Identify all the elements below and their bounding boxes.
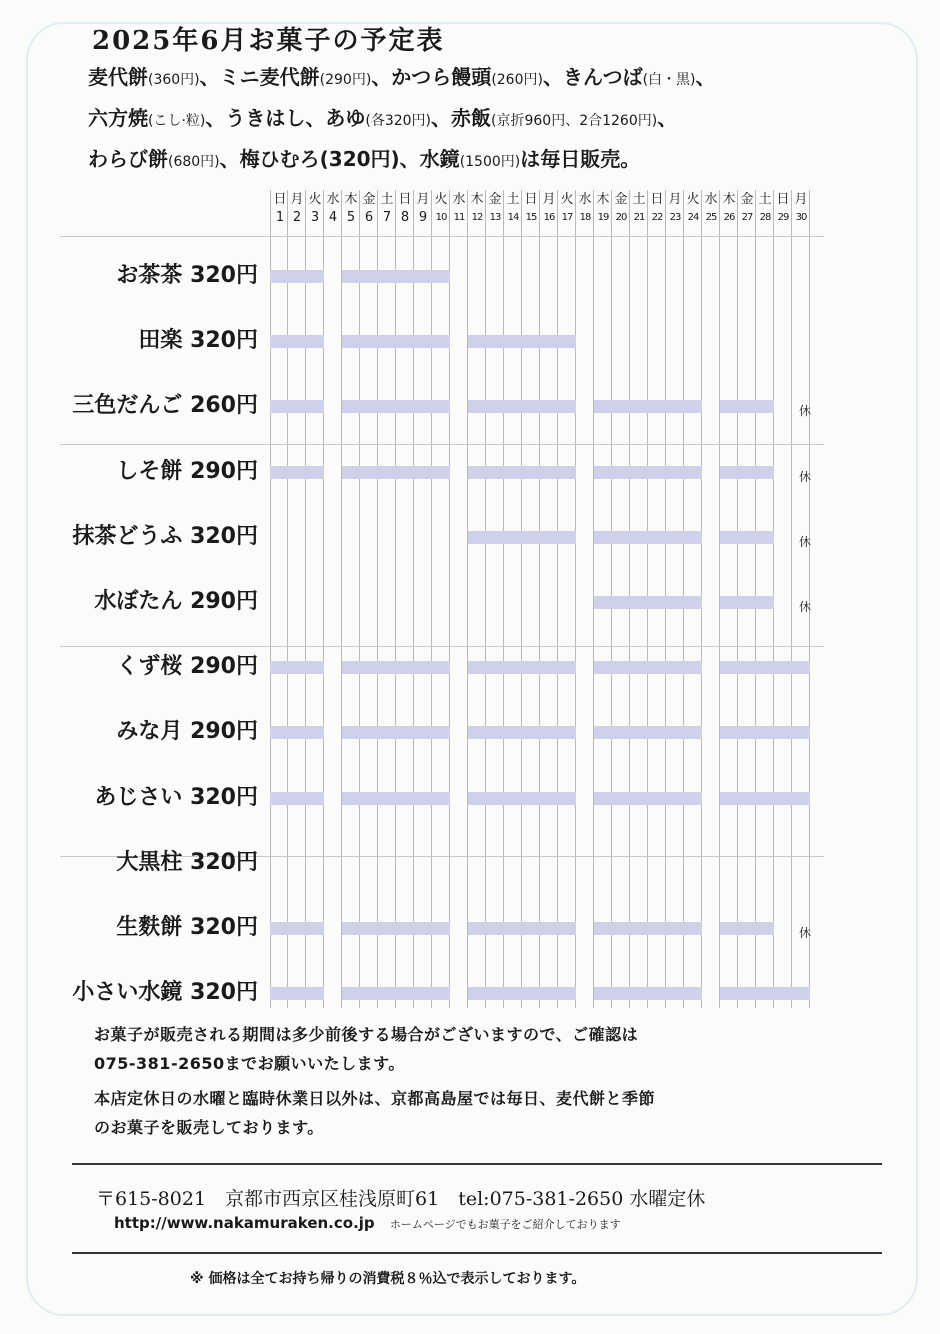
website-link[interactable]: http://www.nakamuraken.co.jp: [114, 1214, 375, 1232]
day-number: 15: [525, 212, 537, 223]
weekday-label: 月: [290, 192, 304, 207]
item-label: 生麩餅 320円: [116, 915, 258, 940]
day-column: [360, 190, 378, 1008]
sale-period-bar: [468, 726, 576, 739]
sale-period-bar: [468, 661, 576, 674]
day-number: 14: [507, 212, 519, 223]
item-label: みな月 290円: [116, 719, 258, 745]
sale-period-bar: [720, 661, 810, 674]
notes: [94, 1020, 864, 1148]
sale-period-bar: [720, 987, 810, 1000]
sale-period-bar: [342, 987, 450, 1000]
day-number: 23: [669, 212, 681, 223]
sale-period-bar: [342, 661, 450, 674]
weekday-label: 日: [273, 192, 287, 207]
sale-period-bar: [594, 922, 702, 935]
day-column: [414, 190, 432, 1008]
day-number: 4: [328, 210, 338, 225]
day-number: 28: [759, 212, 771, 223]
day-column: [774, 190, 792, 1008]
daily-text: (290円): [319, 72, 372, 88]
weekday-label: 日: [776, 192, 790, 207]
weekday-label: 水: [452, 192, 466, 207]
day-number: 19: [597, 212, 609, 223]
sale-period-bar: [270, 270, 324, 283]
day-number: 17: [561, 212, 573, 223]
sale-period-bar: [720, 596, 774, 609]
day-number: 8: [400, 210, 410, 225]
sale-period-bar: [342, 270, 450, 283]
sale-period-bar: [270, 792, 324, 805]
sale-period-bar: [468, 466, 576, 479]
day-column: [288, 190, 306, 1008]
weekday-label: 月: [794, 192, 808, 207]
day-number: 2: [292, 210, 302, 225]
sale-period-bar: [720, 726, 810, 739]
day-column: [558, 190, 576, 1008]
day-number: 5: [346, 210, 356, 225]
day-number: 13: [489, 212, 501, 223]
sale-period-bar: [270, 400, 324, 413]
closed-mark: 休: [798, 600, 811, 614]
day-number: 20: [615, 212, 627, 223]
weekday-label: 木: [470, 192, 484, 207]
sale-period-bar: [468, 335, 576, 348]
group-separator: [60, 444, 824, 445]
daily-text: (京折960円、2合1260円): [491, 113, 658, 129]
weekday-label: 水: [326, 192, 340, 207]
day-number: 21: [633, 212, 645, 223]
day-column: [396, 190, 414, 1008]
daily-text: (360円): [148, 72, 200, 88]
day-number: 10: [435, 212, 447, 223]
day-column: [576, 190, 594, 1008]
day-number: 3: [310, 210, 320, 225]
day-column: [504, 190, 522, 1008]
sale-period-bar: [594, 596, 702, 609]
sale-period-bar: [720, 400, 774, 413]
day-column: [540, 190, 558, 1008]
group-separator: [60, 236, 824, 237]
weekday-label: 金: [362, 192, 376, 207]
daily-text: 、きんつば: [542, 65, 643, 89]
day-number: 1: [275, 210, 285, 225]
day-column: [702, 190, 720, 1008]
day-column: [324, 190, 342, 1008]
day-number: 30: [795, 212, 807, 223]
daily-text: 、梅ひむろ(320円)、水鏡: [219, 147, 460, 171]
weekday-label: 日: [524, 192, 538, 207]
weekday-label: 金: [740, 192, 754, 207]
weekday-label: 水: [578, 192, 592, 207]
day-column: [378, 190, 396, 1008]
sale-period-bar: [468, 531, 576, 544]
weekday-label: 金: [614, 192, 628, 207]
day-number: 11: [453, 212, 465, 223]
daily-text: (各320円): [365, 113, 432, 129]
sale-period-bar: [342, 466, 450, 479]
weekday-label: 木: [596, 192, 610, 207]
day-number: 12: [471, 212, 483, 223]
weekday-label: 水: [704, 192, 718, 207]
item-label: 水ぼたん 290円: [94, 589, 258, 614]
item-label: 大黒柱 320円: [116, 849, 258, 875]
sale-period-bar: [468, 400, 576, 413]
daily-text: は毎日販売。: [520, 147, 641, 171]
day-number: 16: [543, 212, 555, 223]
day-number: 22: [651, 212, 663, 223]
sale-period-bar: [594, 987, 702, 1000]
weekday-label: 金: [488, 192, 502, 207]
weekday-label: 日: [398, 192, 412, 207]
weekday-label: 火: [686, 192, 700, 207]
sale-period-bar: [342, 726, 450, 739]
sale-period-bar: [594, 466, 702, 479]
weekday-label: 月: [668, 192, 682, 207]
sale-period-bar: [342, 922, 450, 935]
sale-period-bar: [342, 792, 450, 805]
weekday-label: 火: [434, 192, 448, 207]
item-label: くず桜 290円: [116, 654, 258, 680]
weekday-label: 木: [722, 192, 736, 207]
daily-text: 、うきはし、あゆ: [205, 106, 366, 130]
day-number: 6: [364, 210, 374, 225]
note-line: 075-381-2650までお願いいたします。: [94, 1054, 405, 1073]
sale-period-bar: [468, 922, 576, 935]
sale-period-bar: [720, 922, 774, 935]
day-number: 29: [777, 212, 789, 223]
day-number: 24: [687, 212, 699, 223]
sale-period-bar: [720, 466, 774, 479]
day-number: 9: [418, 210, 428, 225]
closed-mark: 休: [798, 534, 811, 549]
sale-period-bar: [594, 531, 702, 544]
sale-period-bar: [720, 531, 774, 544]
day-number: 18: [579, 212, 591, 223]
day-column: [486, 190, 504, 1008]
daily-text: 麦代餅: [88, 65, 148, 89]
sale-period-bar: [720, 792, 810, 805]
daily-text: (白・黒): [642, 72, 696, 88]
weekday-label: 土: [506, 192, 520, 207]
sale-period-bar: [594, 400, 702, 413]
weekday-label: 土: [758, 192, 772, 207]
shop-address: 〒615-8021 京都市西京区桂浅原町61 tel:075-381-2650 水曜定休: [96, 1188, 706, 1210]
daily-text: 、ミニ麦代餅: [199, 65, 320, 89]
sale-period-bar: [270, 726, 324, 739]
item-label: 田楽 320円: [138, 328, 258, 354]
day-column: [342, 190, 360, 1008]
item-label: お茶茶 320円: [116, 263, 258, 288]
divider: [72, 1252, 882, 1254]
day-number: 7: [382, 210, 392, 225]
day-number: 26: [723, 212, 735, 223]
daily-text: (こし·粒): [148, 113, 206, 129]
divider: [72, 1163, 882, 1165]
daily-text: (260円): [491, 72, 543, 88]
sale-period-bar: [468, 792, 576, 805]
daily-text: わらび餅: [88, 147, 168, 171]
note-line: のお菓子を販売しております。: [94, 1118, 324, 1137]
weekday-label: 土: [380, 192, 394, 207]
daily-text: 、: [695, 65, 716, 89]
day-column: [522, 190, 540, 1008]
daily-text: (1500円): [459, 154, 521, 170]
sale-period-bar: [270, 987, 324, 1000]
weekday-label: 月: [542, 192, 556, 207]
item-label: 三色だんご 260円: [72, 393, 258, 419]
item-label: 抹茶どうふ 320円: [72, 523, 258, 549]
closed-mark: 休: [798, 926, 811, 940]
weekday-label: 月: [416, 192, 430, 207]
item-label: 小さい水鏡 320円: [72, 980, 258, 1006]
sale-period-bar: [594, 792, 702, 805]
weekday-label: 土: [632, 192, 646, 207]
sale-period-bar: [342, 400, 450, 413]
daily-text: 、: [657, 106, 678, 130]
website-note: ホームページでもお菓子をご紹介しております: [389, 1218, 621, 1231]
group-separator: [60, 646, 824, 647]
closed-mark: 休: [798, 469, 811, 484]
day-column: [468, 190, 486, 1008]
item-label: あじさい 320円: [94, 784, 258, 810]
weekday-label: 火: [560, 192, 574, 207]
note-line: 本店定休日の水曜と臨時休業日以外は、京都高島屋では毎日、麦代餅と季節: [94, 1089, 656, 1108]
sale-period-bar: [342, 335, 450, 348]
day-column: [432, 190, 450, 1008]
weekday-label: 木: [344, 192, 358, 207]
weekday-label: 火: [308, 192, 322, 207]
day-number: 27: [741, 212, 753, 223]
daily-text: 、赤飯: [431, 106, 492, 130]
page-title: 2025年6月お菓子の予定表: [92, 26, 445, 56]
tax-note: ※ 価格は全てお持ち帰りの消費税８％込で表示しております。: [190, 1271, 586, 1287]
sale-period-bar: [270, 335, 324, 348]
daily-text: 六方焼: [88, 106, 148, 130]
note-line: お菓子が販売される期間は多少前後する場合がございますので、ご確認は: [94, 1025, 639, 1044]
closed-mark: 休: [798, 404, 811, 419]
daily-text: 、かつら饅頭: [371, 65, 492, 89]
sale-period-bar: [270, 661, 324, 674]
sale-period-bar: [594, 726, 702, 739]
website: [114, 1214, 621, 1232]
sale-period-bar: [270, 466, 324, 479]
item-label: しそ餅 290円: [116, 458, 258, 484]
daily-text: (680円): [168, 154, 220, 170]
day-column: [270, 190, 288, 1008]
sale-period-bar: [594, 661, 702, 674]
day-number: 25: [705, 212, 717, 223]
day-column: [306, 190, 324, 1008]
sale-period-bar: [270, 922, 324, 935]
sale-period-bar: [468, 987, 576, 1000]
day-column: [792, 190, 810, 1008]
day-column: [450, 190, 468, 1008]
weekday-label: 日: [650, 192, 664, 207]
